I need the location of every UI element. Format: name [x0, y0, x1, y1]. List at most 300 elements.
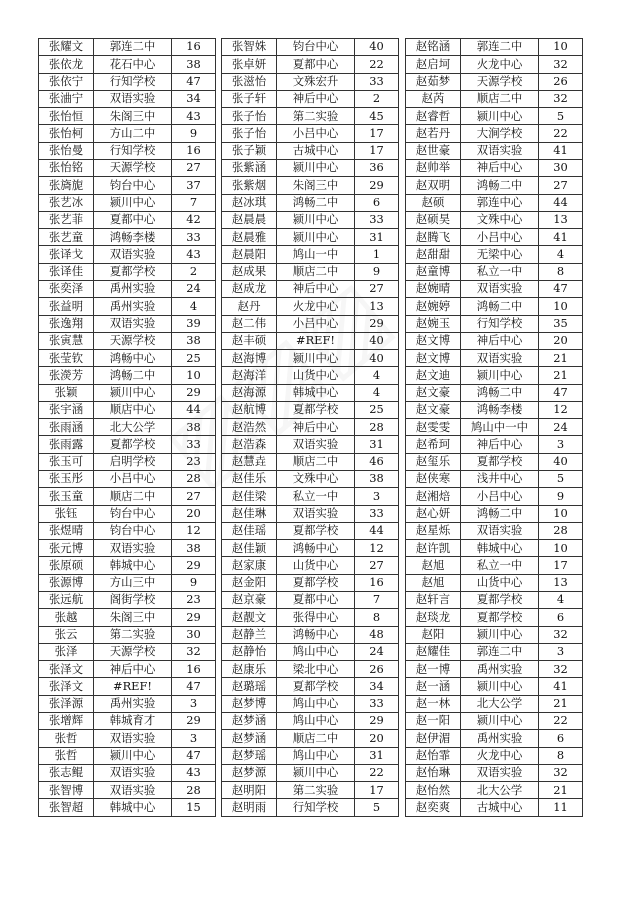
score-cell: 10 — [172, 367, 216, 384]
school-cell: 鸠山中心 — [277, 747, 355, 764]
score-cell: 24 — [355, 643, 399, 660]
score-cell: 22 — [539, 712, 583, 729]
student-name-cell: 赵金阳 — [222, 574, 277, 591]
school-cell: 天源学校 — [461, 73, 539, 90]
table-row — [222, 142, 399, 159]
student-name-cell: 张泽文 — [39, 661, 94, 678]
student-name-cell: 赵梦涵 — [222, 712, 277, 729]
student-name-cell: 赵佳颖 — [222, 540, 277, 557]
student-name-cell: 赵静兰 — [222, 626, 277, 643]
school-cell: 钧台中心 — [94, 505, 172, 522]
table-row — [39, 799, 216, 816]
score-cell: 7 — [172, 194, 216, 211]
table-row — [406, 712, 583, 729]
table-row — [222, 39, 399, 56]
student-name-cell: 张子怡 — [222, 125, 277, 142]
student-name-cell: 赵甜甜 — [406, 246, 461, 263]
student-name-cell: 赵文豪 — [406, 401, 461, 418]
school-cell: 顺店二中 — [94, 488, 172, 505]
student-name-cell: 张玉彤 — [39, 471, 94, 488]
school-cell: 郭连二中 — [461, 643, 539, 660]
student-name-cell: 张子轩 — [222, 90, 277, 107]
student-name-cell: 张泽 — [39, 643, 94, 660]
school-cell: 神后中心 — [461, 436, 539, 453]
student-name-cell: 赵双明 — [406, 177, 461, 194]
student-name-cell: 赵芮 — [406, 90, 461, 107]
table-row — [406, 280, 583, 297]
score-cell: 6 — [355, 194, 399, 211]
table-row — [222, 661, 399, 678]
student-name-cell: 赵侠寒 — [406, 471, 461, 488]
table-row — [222, 505, 399, 522]
score-cell: 44 — [172, 401, 216, 418]
student-name-cell: 赵康乐 — [222, 661, 277, 678]
score-cell: 47 — [172, 747, 216, 764]
table-row — [406, 730, 583, 747]
table-row — [406, 592, 583, 609]
score-cell: 29 — [355, 315, 399, 332]
score-cell: 31 — [355, 747, 399, 764]
school-cell: 张得中心 — [277, 609, 355, 626]
school-cell: 鸿畅二中 — [94, 367, 172, 384]
school-cell: 颍川中心 — [277, 159, 355, 176]
school-cell: 朱阁三中 — [94, 609, 172, 626]
table-row — [39, 592, 216, 609]
student-name-cell: 赵茹梦 — [406, 73, 461, 90]
table-row — [406, 609, 583, 626]
table-row — [222, 574, 399, 591]
roster-table-2 — [221, 38, 399, 817]
table-row — [39, 350, 216, 367]
student-name-cell: 赵靓文 — [222, 609, 277, 626]
student-name-cell: 赵旭 — [406, 574, 461, 591]
school-cell: 花石中心 — [94, 56, 172, 73]
table-row — [39, 436, 216, 453]
table-row — [406, 782, 583, 799]
table-row — [406, 56, 583, 73]
school-cell: 火龙中心 — [461, 747, 539, 764]
table-row — [222, 332, 399, 349]
school-cell: 方山三中 — [94, 574, 172, 591]
table-row — [222, 56, 399, 73]
score-cell: 33 — [355, 211, 399, 228]
score-cell: 28 — [539, 522, 583, 539]
table-row — [222, 384, 399, 401]
table-row — [222, 246, 399, 263]
score-cell: 13 — [539, 574, 583, 591]
school-cell: 颍川中心 — [461, 367, 539, 384]
school-cell: 鸿畅中心 — [277, 540, 355, 557]
school-cell: 夏都学校 — [461, 453, 539, 470]
school-cell: 小吕中心 — [277, 315, 355, 332]
table-row — [406, 540, 583, 557]
school-cell: 古城中心 — [461, 799, 539, 816]
student-name-cell: 张滋怡 — [222, 73, 277, 90]
score-cell: 4 — [172, 298, 216, 315]
student-name-cell: 赵成果 — [222, 263, 277, 280]
table-row — [406, 643, 583, 660]
school-cell: 第二实验 — [277, 108, 355, 125]
table-row — [406, 419, 583, 436]
score-cell: 10 — [539, 505, 583, 522]
table-row — [39, 39, 216, 56]
table-row — [222, 695, 399, 712]
student-name-cell: 赵佳乐 — [222, 471, 277, 488]
score-cell: 33 — [172, 436, 216, 453]
school-cell: 禹州实验 — [94, 695, 172, 712]
student-name-cell: 赵佳琳 — [222, 505, 277, 522]
score-cell: 13 — [355, 298, 399, 315]
score-cell: 40 — [539, 453, 583, 470]
school-cell: 鸠山中心 — [277, 712, 355, 729]
school-cell: 小吕中心 — [461, 488, 539, 505]
student-name-cell: 张云 — [39, 626, 94, 643]
student-name-cell: 张钰 — [39, 505, 94, 522]
score-cell: 33 — [355, 695, 399, 712]
score-cell: 7 — [355, 592, 399, 609]
score-cell: 28 — [172, 471, 216, 488]
school-cell: 鸿畅二中 — [461, 177, 539, 194]
table-row — [406, 453, 583, 470]
school-cell: 古城中心 — [277, 142, 355, 159]
student-name-cell: 张泽源 — [39, 695, 94, 712]
score-cell: 43 — [172, 108, 216, 125]
table-row — [406, 229, 583, 246]
score-cell: 17 — [355, 142, 399, 159]
score-cell: 40 — [355, 332, 399, 349]
student-name-cell: 赵奕爽 — [406, 799, 461, 816]
school-cell: 夏都中心 — [277, 56, 355, 73]
table-row — [406, 799, 583, 816]
school-cell: 颍川中心 — [277, 229, 355, 246]
school-cell: 双语实验 — [94, 782, 172, 799]
student-name-cell: 张子怡 — [222, 108, 277, 125]
student-name-cell: 赵若丹 — [406, 125, 461, 142]
student-name-cell: 赵硕 — [406, 194, 461, 211]
score-cell: 6 — [539, 609, 583, 626]
student-name-cell: 张依宁 — [39, 73, 94, 90]
student-name-cell: 赵睿哲 — [406, 108, 461, 125]
student-name-cell: 张源博 — [39, 574, 94, 591]
school-cell: 韩城中心 — [277, 384, 355, 401]
student-name-cell: 张艺菲 — [39, 211, 94, 228]
student-name-cell: 赵希珂 — [406, 436, 461, 453]
score-cell: 15 — [172, 799, 216, 816]
student-name-cell: 张卓妍 — [222, 56, 277, 73]
school-cell: 小吕中心 — [461, 229, 539, 246]
table-row — [222, 712, 399, 729]
score-cell: 5 — [355, 799, 399, 816]
student-name-cell: 赵玺乐 — [406, 453, 461, 470]
school-cell: 鸠山中一中 — [461, 419, 539, 436]
student-name-cell: 赵文迪 — [406, 367, 461, 384]
school-cell: 大涧学校 — [461, 125, 539, 142]
student-name-cell: 赵航博 — [222, 401, 277, 418]
score-cell: 33 — [355, 73, 399, 90]
table-row — [222, 90, 399, 107]
table-row — [39, 505, 216, 522]
student-name-cell: 赵晨雅 — [222, 229, 277, 246]
student-name-cell: 张泽文 — [39, 678, 94, 695]
score-cell: 39 — [172, 315, 216, 332]
table-row — [39, 609, 216, 626]
school-cell: 颍川中心 — [461, 678, 539, 695]
school-cell: 梁北中心 — [277, 661, 355, 678]
school-cell: 鸿畅二中 — [277, 194, 355, 211]
school-cell: 火龙中心 — [461, 56, 539, 73]
score-cell: 38 — [172, 56, 216, 73]
table-row — [222, 540, 399, 557]
student-name-cell: 张逸翔 — [39, 315, 94, 332]
score-cell: 4 — [355, 367, 399, 384]
student-name-cell: 赵晨晨 — [222, 211, 277, 228]
table-row — [39, 678, 216, 695]
student-name-cell: 赵世豪 — [406, 142, 461, 159]
student-name-cell: 张紫烟 — [222, 177, 277, 194]
school-cell: 北大公学 — [461, 695, 539, 712]
school-cell: 第二实验 — [94, 626, 172, 643]
score-cell: 23 — [172, 592, 216, 609]
school-cell: 郭连二中 — [461, 39, 539, 56]
table-row — [39, 712, 216, 729]
score-cell: 42 — [172, 211, 216, 228]
student-name-cell: 张子颖 — [222, 142, 277, 159]
score-cell: 29 — [355, 712, 399, 729]
table-row — [222, 298, 399, 315]
table-row — [39, 367, 216, 384]
table-row — [406, 350, 583, 367]
score-cell: 32 — [539, 90, 583, 107]
table-row — [39, 453, 216, 470]
student-name-cell: 赵浩森 — [222, 436, 277, 453]
score-cell: 47 — [172, 678, 216, 695]
score-cell: 32 — [539, 626, 583, 643]
student-name-cell: 赵旭 — [406, 557, 461, 574]
school-cell: 顺店中心 — [94, 401, 172, 418]
school-cell: 鸿畅李楼 — [461, 401, 539, 418]
student-name-cell: 张智超 — [39, 799, 94, 816]
table-row — [406, 505, 583, 522]
school-cell: 韩城中心 — [94, 557, 172, 574]
student-name-cell: 赵海洋 — [222, 367, 277, 384]
score-cell: 2 — [172, 263, 216, 280]
student-name-cell: 赵梦源 — [222, 764, 277, 781]
score-cell: 32 — [539, 764, 583, 781]
score-cell: 3 — [172, 695, 216, 712]
school-cell: 双语实验 — [461, 522, 539, 539]
school-cell: 颍川中心 — [461, 712, 539, 729]
student-name-cell: 赵静怡 — [222, 643, 277, 660]
score-cell: 43 — [172, 246, 216, 263]
table-row — [222, 419, 399, 436]
school-cell: 天源学校 — [94, 159, 172, 176]
table-row — [39, 384, 216, 401]
score-cell: 16 — [355, 574, 399, 591]
table-row — [222, 730, 399, 747]
table-row — [406, 367, 583, 384]
school-cell: 鸿畅李楼 — [94, 229, 172, 246]
table-row — [39, 782, 216, 799]
score-cell: 16 — [172, 39, 216, 56]
student-name-cell: 赵怡琳 — [406, 764, 461, 781]
student-name-cell: 赵怡霏 — [406, 747, 461, 764]
table-row — [406, 263, 583, 280]
table-row — [222, 159, 399, 176]
score-cell: 4 — [355, 384, 399, 401]
school-cell: 文殊宏升 — [277, 73, 355, 90]
table-row — [222, 367, 399, 384]
score-cell: 22 — [355, 764, 399, 781]
school-cell: 朱阁三中 — [94, 108, 172, 125]
score-cell: 41 — [539, 678, 583, 695]
score-cell: 27 — [172, 159, 216, 176]
table-row — [39, 488, 216, 505]
school-cell: 鸠山中心 — [277, 643, 355, 660]
student-name-cell: 赵海博 — [222, 350, 277, 367]
school-cell: 行知学校 — [277, 799, 355, 816]
score-cell: 44 — [539, 194, 583, 211]
score-cell: 21 — [539, 782, 583, 799]
student-name-cell: 张原硕 — [39, 557, 94, 574]
table-row — [406, 747, 583, 764]
table-row — [39, 315, 216, 332]
table-row — [406, 488, 583, 505]
score-cell: 3 — [539, 643, 583, 660]
score-cell: 12 — [355, 540, 399, 557]
table-row — [222, 315, 399, 332]
student-name-cell: 张寅慧 — [39, 332, 94, 349]
table-row — [406, 39, 583, 56]
school-cell: 浅井中心 — [461, 471, 539, 488]
table-row — [222, 194, 399, 211]
score-cell: 3 — [172, 730, 216, 747]
score-cell: 3 — [539, 436, 583, 453]
table-row — [222, 643, 399, 660]
score-cell: 29 — [172, 384, 216, 401]
school-cell: 北大公学 — [461, 782, 539, 799]
student-name-cell: 赵璐瑶 — [222, 678, 277, 695]
score-cell: 4 — [539, 246, 583, 263]
student-name-cell: 赵轩言 — [406, 592, 461, 609]
score-cell: 8 — [539, 747, 583, 764]
score-cell: 20 — [539, 332, 583, 349]
school-cell: 小吕中心 — [277, 125, 355, 142]
table-row — [406, 401, 583, 418]
school-cell: 私立一中 — [461, 557, 539, 574]
score-cell: 47 — [539, 384, 583, 401]
school-cell: 鸠山中心 — [277, 695, 355, 712]
student-name-cell: 张濙芳 — [39, 367, 94, 384]
student-name-cell: 赵湘焙 — [406, 488, 461, 505]
table-row — [39, 747, 216, 764]
school-cell: 神后中心 — [94, 661, 172, 678]
score-cell: 37 — [172, 177, 216, 194]
school-cell: 夏都学校 — [277, 522, 355, 539]
score-cell: 2 — [355, 90, 399, 107]
student-name-cell: 赵硕昊 — [406, 211, 461, 228]
table-row — [222, 350, 399, 367]
table-row — [39, 229, 216, 246]
table-row — [39, 90, 216, 107]
student-name-cell: 张志鲲 — [39, 764, 94, 781]
student-name-cell: 赵冰琪 — [222, 194, 277, 211]
student-name-cell: 赵婉婷 — [406, 298, 461, 315]
score-cell: 38 — [172, 332, 216, 349]
student-name-cell: 赵佳梁 — [222, 488, 277, 505]
score-cell: 32 — [539, 661, 583, 678]
student-name-cell: 赵梦瑶 — [222, 747, 277, 764]
student-name-cell: 赵成龙 — [222, 280, 277, 297]
table-row — [406, 125, 583, 142]
student-name-cell: 张译戈 — [39, 246, 94, 263]
school-cell: 双语实验 — [461, 350, 539, 367]
table-row — [406, 315, 583, 332]
score-cell: 21 — [539, 367, 583, 384]
score-cell: 21 — [539, 350, 583, 367]
school-cell: 阁街学校 — [94, 592, 172, 609]
score-cell: 1 — [355, 246, 399, 263]
school-cell: 神后中心 — [277, 90, 355, 107]
student-name-cell: 张元博 — [39, 540, 94, 557]
student-name-cell: 赵雯雯 — [406, 419, 461, 436]
school-cell: 双语实验 — [461, 142, 539, 159]
table-row — [406, 211, 583, 228]
table-row — [222, 764, 399, 781]
student-name-cell: 张增辉 — [39, 712, 94, 729]
table-row — [222, 280, 399, 297]
student-name-cell: 赵家康 — [222, 557, 277, 574]
student-name-cell: 赵帅举 — [406, 159, 461, 176]
student-name-cell: 赵京豪 — [222, 592, 277, 609]
school-cell: 夏都学校 — [94, 263, 172, 280]
student-name-cell: 赵浩然 — [222, 419, 277, 436]
school-cell: 韩城中心 — [94, 799, 172, 816]
table-row — [222, 73, 399, 90]
table-row — [39, 194, 216, 211]
score-cell: 17 — [539, 557, 583, 574]
table-row — [406, 246, 583, 263]
student-name-cell: 赵童博 — [406, 263, 461, 280]
score-cell: 26 — [539, 73, 583, 90]
school-cell: 双语实验 — [461, 764, 539, 781]
school-cell: 行知学校 — [461, 315, 539, 332]
student-name-cell: 赵晨阳 — [222, 246, 277, 263]
school-cell: 夏都学校 — [277, 678, 355, 695]
student-name-cell: 张译佳 — [39, 263, 94, 280]
school-cell: 方山二中 — [94, 125, 172, 142]
score-cell: 21 — [539, 695, 583, 712]
table-row — [406, 73, 583, 90]
student-name-cell: 赵琰龙 — [406, 609, 461, 626]
score-cell: 31 — [355, 229, 399, 246]
score-cell: 22 — [355, 56, 399, 73]
score-cell: 24 — [172, 280, 216, 297]
school-cell: 双语实验 — [94, 764, 172, 781]
school-cell: 颍川中心 — [461, 108, 539, 125]
score-cell: 40 — [355, 39, 399, 56]
table-row — [406, 159, 583, 176]
score-cell: 31 — [355, 436, 399, 453]
school-cell: 私立一中 — [461, 263, 539, 280]
table-row — [222, 678, 399, 695]
school-cell: 双语实验 — [94, 246, 172, 263]
score-cell: 25 — [355, 401, 399, 418]
student-name-cell: 张益明 — [39, 298, 94, 315]
student-name-cell: 赵腾飞 — [406, 229, 461, 246]
table-row — [39, 159, 216, 176]
score-cell: 29 — [355, 177, 399, 194]
score-cell: 10 — [539, 39, 583, 56]
